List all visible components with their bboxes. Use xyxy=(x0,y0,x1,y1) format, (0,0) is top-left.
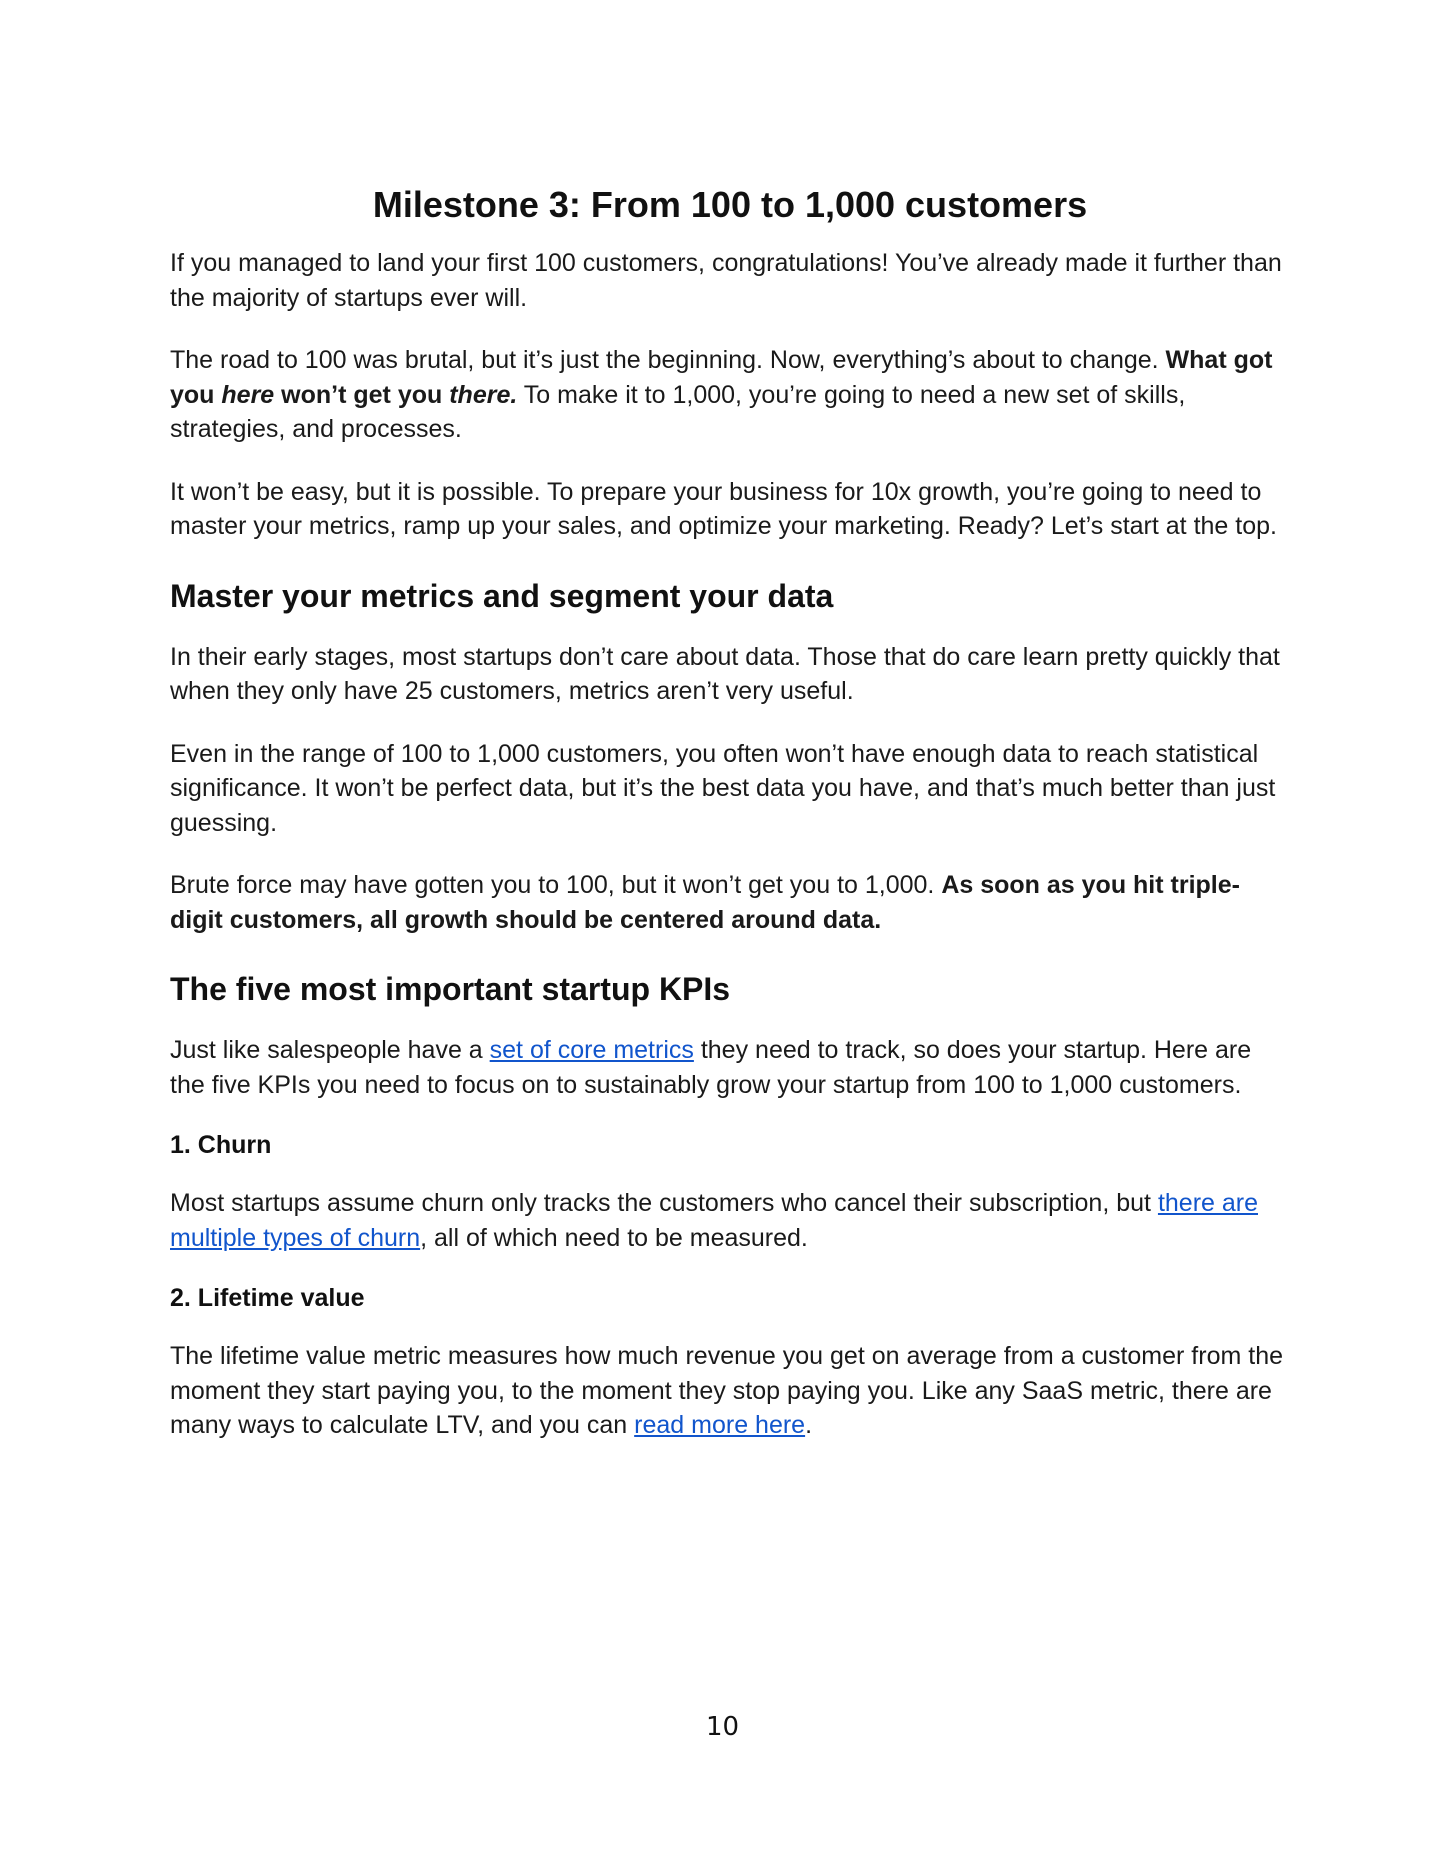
ltv-text-end: . xyxy=(805,1411,813,1439)
ltv-paragraph xyxy=(170,1339,1290,1443)
churn-text-start: Most startups assume churn only tracks the customers who cancel their subscription, but xyxy=(170,1189,1158,1217)
bold-text: What got you xyxy=(170,346,1273,409)
kpis-paragraph-1 xyxy=(170,1033,1290,1102)
metrics-paragraph-1: In their early stages, most startups don’t care about data. Those that do care learn pretty quickly that when they only have 25 customers, metrics aren’t very useful. xyxy=(170,642,1280,705)
read-more-link[interactable]: read more here xyxy=(634,1411,806,1439)
page-content xyxy=(170,183,1290,1471)
kpis-p1-end: they need to track, so does your startup. Here are the five KPIs you need to focus on to sustainably grow your startup from 100 to 1,000 customers. xyxy=(170,1036,1252,1099)
bold-text: won’t get you xyxy=(274,380,450,409)
ltv-text-start: The lifetime value metric measures how much revenue you get on average from a customer from the moment they start paying you, to the moment they stop paying you. Like any SaaS metric, there are many ways to calculate LTV, and you can xyxy=(170,1342,1284,1439)
metrics-p3-bold: As soon as you hit triple-digit customers, all growth should be centered around data. xyxy=(170,871,1240,934)
core-metrics-link[interactable]: set of core metrics xyxy=(489,1036,694,1064)
page-title: Milestone 3: From 100 to 1,000 customers xyxy=(372,184,1088,225)
metrics-paragraph-2: Even in the range of 100 to 1,000 customers, you often won’t have enough data to reach statistical significance. It won’t be perfect data, but it’s the best data you have, and that’s much better than just guessing. xyxy=(170,739,1276,837)
page-number: 10 xyxy=(705,1712,740,1742)
metrics-p3-start: Brute force may have gotten you to 100, but it won’t get you to 1,000. xyxy=(170,871,942,899)
intro-p2-start: The road to 100 was brutal, but it’s just the beginning. Now, everything’s about to change. xyxy=(170,346,1166,374)
section-heading-metrics: Master your metrics and segment your data xyxy=(170,577,834,614)
churn-text-end: , all of which need to be measured. xyxy=(420,1223,808,1252)
kpi-heading-lifetime-value: 2. Lifetime value xyxy=(170,1284,365,1312)
churn-types-link[interactable]: there are multiple types of churn xyxy=(170,1189,1258,1252)
section-heading-kpis: The five most important startup KPIs xyxy=(170,971,731,1007)
churn-paragraph xyxy=(170,1186,1290,1255)
bold-italic-text: here xyxy=(221,380,275,409)
bold-italic-text: there. xyxy=(449,380,518,409)
intro-p2-end: To make it to 1,000, you’re going to need a new set of skills, strategies, and processes. xyxy=(170,380,1186,443)
kpi-heading-churn: 1. Churn xyxy=(170,1131,272,1159)
intro-paragraph-2 xyxy=(170,343,1290,447)
metrics-paragraph-3 xyxy=(170,868,1290,937)
intro-paragraph-1: If you managed to land your first 100 customers, congratulations! You’ve already made it further than the majority of startups ever will. xyxy=(170,249,1282,312)
intro-paragraph-3: It won’t be easy, but it is possible. To prepare your business for 10x growth, you’re going to need to master your metrics, ramp up your sales, and optimize your marketing. Ready? Let’s start at the top. xyxy=(170,477,1277,540)
kpis-p1-start: Just like salespeople have a xyxy=(170,1036,490,1064)
